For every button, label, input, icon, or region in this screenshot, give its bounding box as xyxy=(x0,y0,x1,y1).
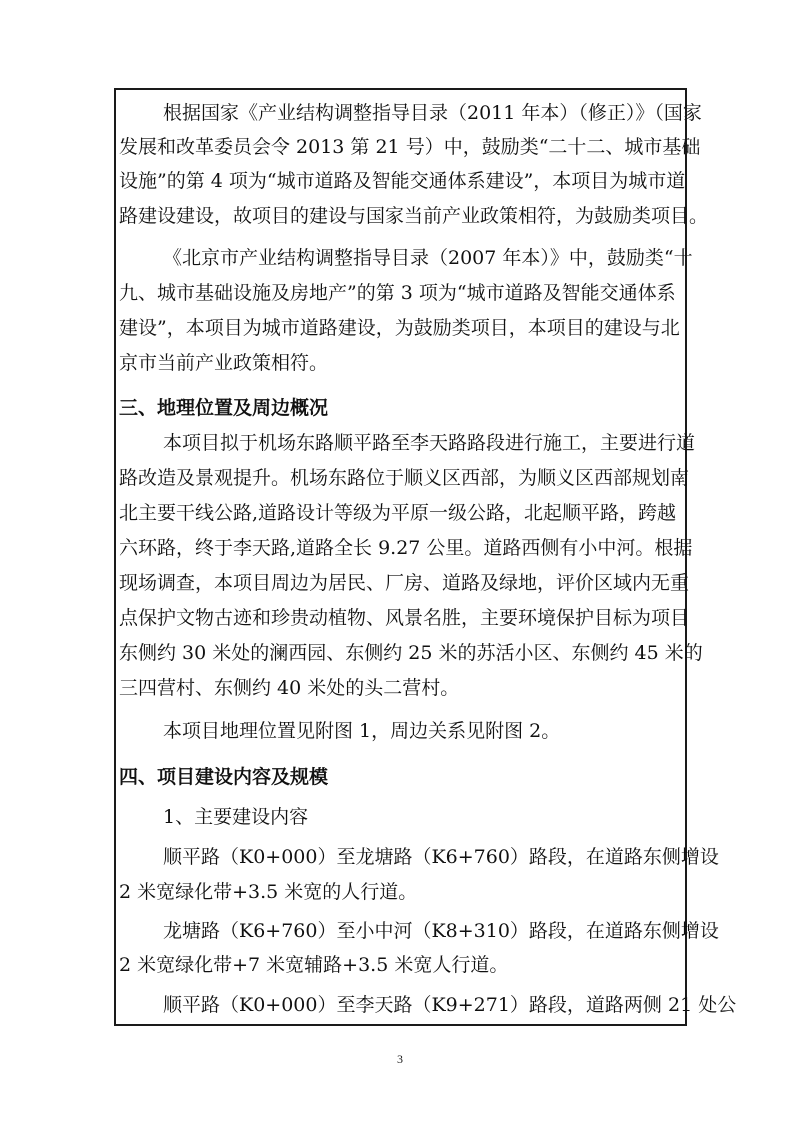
paragraph-line: 本项目地理位置见附图 1，周边关系见附图 2。 xyxy=(163,720,561,742)
paragraph-line: 本项目拟于机场东路顺平路至李天路路段进行施工，主要进行道 xyxy=(163,432,696,454)
paragraph-line: 《北京市产业结构调整指导目录（2007 年本）》中，鼓励类“十 xyxy=(163,247,693,269)
paragraph-line: 现场调查，本项目周边为居民、厂房、道路及绿地，评价区域内无重 xyxy=(119,572,690,594)
paragraph-line: 京市当前产业政策相符。 xyxy=(119,352,329,374)
paragraph-line: 三四营村、东侧约 40 米处的头二营村。 xyxy=(119,677,460,699)
paragraph-line: 北主要干线公路,道路设计等级为平原一级公路，北起顺平路，跨越 xyxy=(119,502,677,524)
paragraph-line: 2 米宽绿化带+7 米宽辅路+3.5 米宽人行道。 xyxy=(119,954,509,976)
paragraph-line: 顺平路（K0+000）至龙塘路（K6+760）路段，在道路东侧增设 xyxy=(163,846,719,868)
paragraph-line: 建设”，本项目为城市道路建设，为鼓励类项目，本项目的建设与北 xyxy=(119,317,680,339)
paragraph-line: 六环路，终于李天路,道路全长 9.27 公里。道路西侧有小中河。根据 xyxy=(119,537,693,559)
paragraph-line: 路改造及景观提升。机场东路位于顺义区西部，为顺义区西部规划南 xyxy=(119,467,690,489)
page-number: 3 xyxy=(397,1052,403,1066)
paragraph-line: 顺平路（K0+000）至李天路（K9+271）路段，道路两侧 21 处公 xyxy=(163,994,737,1016)
paragraph-line: 设施”的第 4 项为“城市道路及智能交通体系建设”，本项目为城市道 xyxy=(119,170,686,192)
paragraph-line: 2 米宽绿化带+3.5 米宽的人行道。 xyxy=(119,881,418,903)
paragraph-line: 龙塘路（K6+760）至小中河（K8+310）路段，在道路东侧增设 xyxy=(163,920,719,942)
paragraph-line: 发展和改革委员会令 2013 第 21 号）中，鼓励类“二十二、城市基础 xyxy=(119,136,701,158)
subsection-heading: 1、主要建设内容 xyxy=(163,806,309,828)
section-heading: 四、项目建设内容及规模 xyxy=(119,766,329,788)
paragraph-line: 根据国家《产业结构调整指导目录（2011 年本）（修正）》（国家 xyxy=(163,102,702,124)
paragraph-line: 路建设建设，故项目的建设与国家当前产业政策相符，为鼓励类项目。 xyxy=(119,205,709,227)
paragraph-line: 九、城市基础设施及房地产”的第 3 项为“城市道路及智能交通体系 xyxy=(119,282,676,304)
paragraph-line: 点保护文物古迹和珍贵动植物、风景名胜，主要环境保护目标为项目 xyxy=(119,607,690,629)
paragraph-line: 东侧约 30 米处的澜西园、东侧约 25 米的苏活小区、东侧约 45 米的 xyxy=(119,642,703,664)
section-heading: 三、地理位置及周边概况 xyxy=(119,397,329,419)
